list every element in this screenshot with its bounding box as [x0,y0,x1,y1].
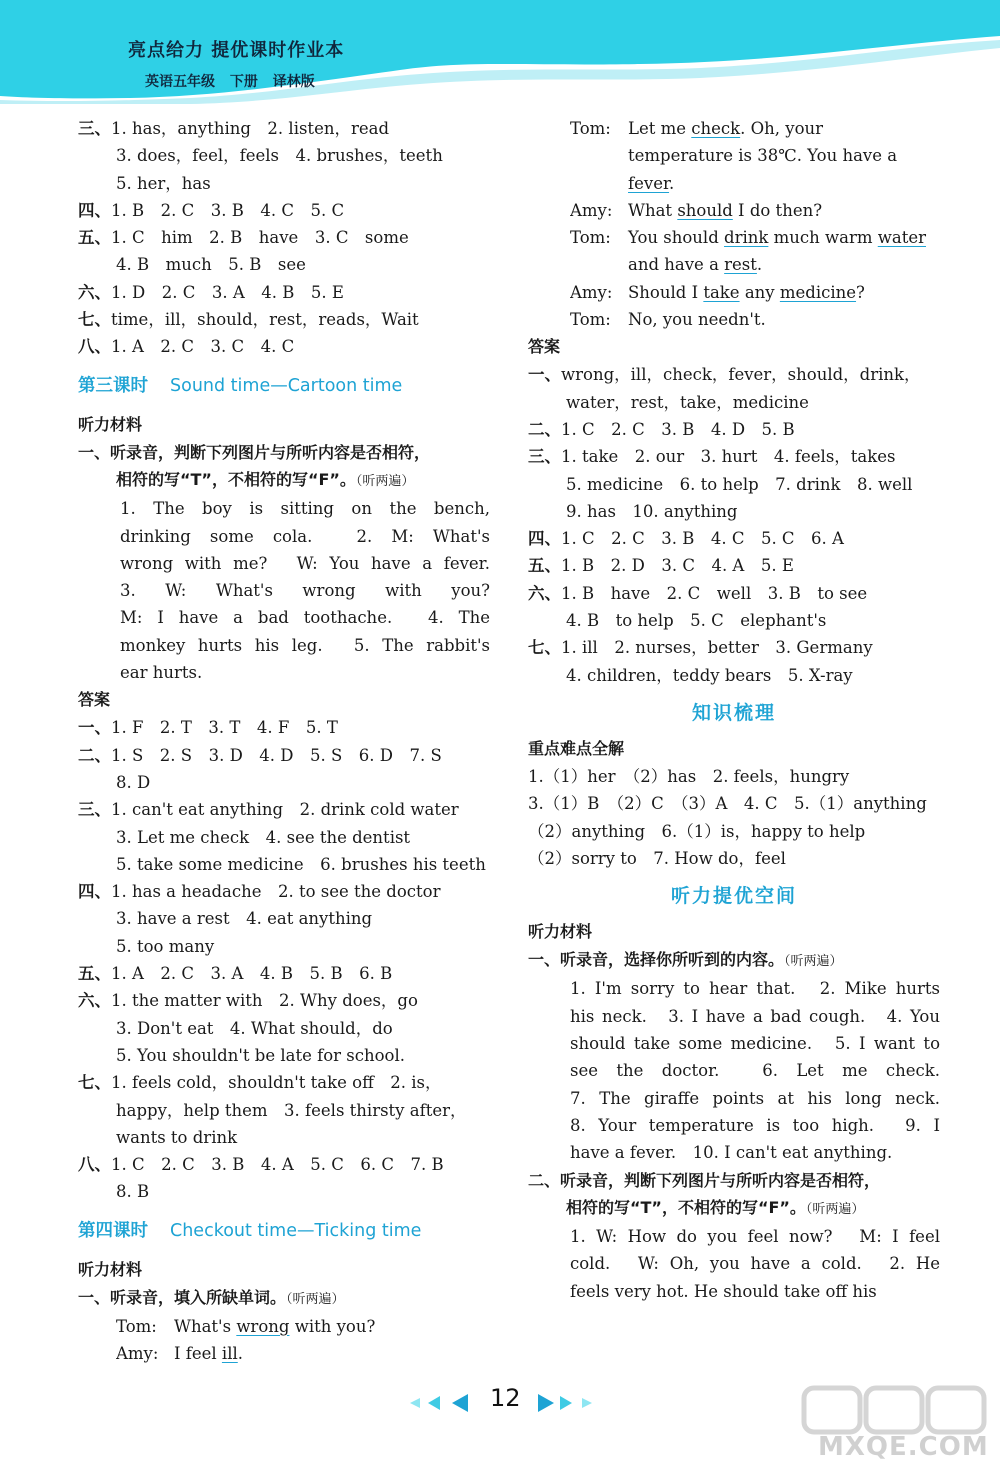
filled-word: wrong [236,1316,290,1336]
answer-line [528,662,940,689]
fill-in-dialog-continued [528,115,940,333]
listening-question-2-text: 相符的写“T”，不相符的写“F”。 [566,1197,806,1217]
answer-label: 答案 [528,337,561,357]
listening-question-2-transcript [528,1223,940,1305]
answer-text: 3. Let me check 4. see the dentist [116,827,411,847]
answer-line [528,580,940,607]
answer-line [78,1124,490,1151]
book-subtitle: 英语五年级 下册 译林版 [145,74,315,90]
answer-section-label: 七、 [78,310,111,330]
answer-text: 8. B [116,1182,150,1202]
filled-word: medicine [779,282,857,302]
listening-material-label: 听力材料 [78,1259,143,1279]
key-point-line: （2）sorry to 7. How do，feel [528,848,786,868]
answer-line [528,416,940,443]
transcript-line: monkey hurts his leg. 5. The rabbit's [120,635,490,655]
answer-section-label: 一、 [528,365,561,385]
answer-line [78,878,490,905]
right-column [528,115,940,1305]
answer-text: 1. A 2. C 3. A 4. B 5. B 6. B [111,964,393,984]
answer-line [78,851,490,878]
question-1-note: （听两遍） [355,473,415,489]
dialog-speaker [570,170,628,197]
answer-text: 1. S 2. S 3. D 4. D 5. S 6. D 7. S [111,745,442,765]
lesson-4-question-1-note: （听两遍） [286,1291,345,1307]
dialog-line [570,279,940,306]
series-title: 亮点给力 提优课时作业本 [128,40,345,61]
dialog-speaker [570,251,628,278]
answer-text: 1. C 2. C 3. B 4. A 5. C 6. C 7. B [111,1155,444,1175]
answer-section-label: 四、 [528,529,561,549]
answer-line [78,251,490,278]
dialog-speaker: Tom: [570,310,611,330]
answer-line [528,525,940,552]
lesson-4-heading [78,1216,490,1246]
filled-word: water [877,228,926,248]
answer-line [528,498,940,525]
lesson-4-question-1-text: 一、听录音，填入所缺单词。 [78,1287,287,1307]
answer-text: 4. children，teddy bears 5. X-ray [566,665,853,685]
dialog-speaker: Amy: [116,1344,159,1364]
dialog-text: and have a rest. [628,255,763,275]
answer-line [528,361,940,388]
answer-line [78,796,490,823]
listening-material-label: 听力材料 [528,922,593,942]
answer-text: 1. the matter with 2. Why does，go [111,991,418,1011]
answer-line [78,905,490,932]
answer-text: 1. can't eat anything 2. drink cold water [111,800,459,820]
listening-question-1 [528,946,940,975]
answer-text: 5. You shouldn't be late for school. [116,1045,406,1065]
answer-block-lesson2 [78,115,490,361]
lesson-3-heading [78,371,490,401]
answer-text: 3. have a rest 4. eat anything [116,909,373,929]
answer-section-label: 三、 [528,447,561,467]
answer-section-label: 七、 [78,1073,111,1093]
dialog-line [570,224,940,251]
answer-section-label: 三、 [78,800,111,820]
lesson-4-number: 第四课时 [78,1220,148,1241]
dialog-text: You should drink much warm water [628,228,926,248]
listening-question-2-cont [528,1194,940,1223]
answer-section-label: 八、 [78,1155,111,1175]
answer-section-label: 五、 [78,228,111,248]
transcript-line: M: I have a bad toothache. 4. The [120,608,490,628]
dialog-line [116,1313,490,1340]
answer-text: time，ill，should，rest，reads，Wait [111,310,419,330]
dialog-line [570,115,940,142]
answer-text: 1. has，anything 2. listen，read [111,119,390,138]
answer-text: 3. does，feel，feels 4. brushes，teeth [116,146,443,166]
answer-text: 1. A 2. C 3. C 4. C [111,337,295,357]
lesson-3-title: Sound time—Cartoon time [170,375,403,396]
key-point-line: 1.（1）her （2）has 2. feels，hungry [528,766,850,786]
dialog-line [570,306,940,333]
answer-line [78,960,490,987]
answer-text: 1. B 2. C 3. B 4. C 5. C [111,200,345,220]
answer-text: 1. B have 2. C well 3. B to see [561,583,868,603]
listening-question-2-note: （听两遍） [805,1201,865,1217]
answer-text: 1. B 2. D 3. C 4. A 5. E [561,556,794,576]
transcript-line: 1. The boy is sitting on the bench, [120,499,490,519]
transcript-line: have a fever. 10. I can't eat anything. [570,1143,893,1163]
lesson-3-number: 第三课时 [78,375,148,396]
listening-question-1-note: （听两遍） [784,954,843,970]
key-points-answers [528,763,940,872]
question-1-instruction: 一、听录音，判断下列图片与所听内容是否相符， [78,442,431,462]
transcript-line: cold. W: Oh, you have a cold. 2. He [570,1254,940,1274]
answer-line [78,170,490,197]
answer-line [78,1069,490,1096]
answer-text: 1. C 2. C 3. B 4. C 5. C 6. A [561,529,844,549]
question-1-instruction-cont [78,466,490,495]
answer-text: 1. F 2. T 3. T 4. F 5. T [111,718,338,738]
transcript-line: drinking some cola. 2. M: What's [120,526,490,546]
left-column [78,115,490,1368]
answer-text: 1. C 2. C 3. B 4. D 5. B [561,419,795,439]
key-point-line: 3.（1）B （2）C （3）A 4. C 5.（1）anything [528,794,927,814]
answer-text: 5. too many [116,936,215,956]
lesson-4-answers [528,361,940,689]
dialog-text: No, you needn't. [628,310,766,330]
answer-line [78,769,490,796]
answer-line [528,607,940,634]
lesson-4-question-1 [78,1284,490,1313]
filled-word: should [677,200,733,220]
answer-line [78,824,490,851]
answer-text: 1. feels cold，shouldn't take off 2. is， [111,1073,442,1093]
transcript-line: 1. W: How do you feel now? M: I feel [570,1227,940,1247]
answer-line [78,333,490,360]
watermark-text: MXQE.COM [818,1432,989,1462]
filled-word: take [703,282,740,302]
answer-text: 4. B much 5. B see [116,255,306,275]
dialog-speaker: Amy: [570,200,613,220]
answer-section-label: 二、 [78,745,111,765]
answer-line [528,389,940,416]
transcript-line: 8. Your temperature is too high. 9. I [570,1115,940,1135]
dialog-text: What's wrong with you? [174,1316,376,1336]
answer-section-label: 七、 [528,638,561,658]
answer-section-label: 四、 [78,882,111,902]
dialog-text: temperature is 38℃. You have a [628,146,898,166]
lesson-3-answers [78,714,490,1205]
dialog-speaker [570,142,628,169]
transcript-line: see the doctor. 6. Let me check. [570,1061,940,1081]
answer-label: 答案 [78,690,111,710]
answer-line [78,115,490,142]
answer-line [78,742,490,769]
answer-text: water，rest，take，medicine [566,392,809,412]
answer-line [528,552,940,579]
dialog-speaker: Tom: [570,119,611,138]
transcript-line: 1. I'm sorry to hear that. 2. Mike hurts [570,979,940,999]
answer-section-label: 六、 [78,991,111,1011]
answer-section-label: 三、 [78,119,111,138]
answer-text: 9. has 10. anything [566,501,738,521]
listening-transcript [78,495,490,686]
dialog-line [570,197,940,224]
filled-word: drink [724,228,769,248]
answer-line [78,197,490,224]
answer-text: 8. D [116,772,151,792]
dialog-line [570,142,940,169]
dialog-line [570,170,940,197]
filled-word: rest [724,255,757,275]
answer-line [78,933,490,960]
answer-section-label: 六、 [78,282,111,302]
answer-section-label: 一、 [78,718,111,738]
answer-line [78,224,490,251]
answer-line [78,1151,490,1178]
dialog-line [116,1340,490,1367]
listening-question-1-text: 一、听录音，选择你所听到的内容。 [528,950,785,970]
transcript-line: his neck. 3. I have a bad cough. 4. You [570,1006,940,1026]
filled-word: ill [221,1344,238,1364]
dialog-text: Let me check. Oh, your [628,119,824,138]
answer-line [78,279,490,306]
answer-text: wants to drink [116,1127,238,1147]
knowledge-summary-heading: 知识梳理 [691,701,776,724]
filled-word: check [691,119,741,138]
listening-question-2: 二、听录音，判断下列图片与所听内容是否相符， [528,1170,881,1190]
transcript-line: ear hurts. [120,663,203,683]
transcript-line: 3. W: What's wrong with you? [120,581,490,601]
answer-section-label: 八、 [78,337,111,357]
answer-section-label: 六、 [528,583,561,603]
answer-line [528,471,940,498]
dialog-line [570,251,940,278]
listening-question-1-transcript [528,975,940,1166]
answer-line [528,634,940,661]
dialog-text: fever. [628,173,675,193]
fill-in-dialog [78,1313,490,1368]
answer-section-label: 四、 [78,200,111,220]
answer-line [78,1042,490,1069]
transcript-line: wrong with me? W: You have a fever. [120,553,490,573]
transcript-line: feels very hot. He should take off his [570,1281,877,1301]
dialog-text: Should I take any medicine? [628,282,865,302]
dialog-speaker: Amy: [570,282,613,302]
key-point-line: （2）anything 6.（1）is，happy to help [528,821,866,841]
dialog-text: I feel ill. [174,1344,244,1364]
transcript-line: 7. The giraffe points at his long neck. [570,1088,940,1108]
answer-text: 5. medicine 6. to help 7. drink 8. well [566,474,913,494]
answer-section-label: 二、 [528,419,561,439]
answer-text: 5. take some medicine 6. brushes his teeth [116,854,486,874]
dialog-text: What should I do then? [628,200,823,220]
answer-line [78,1097,490,1124]
answer-text: 5. her，has [116,173,211,193]
answer-text: 4. B to help 5. C elephant's [566,611,827,631]
answer-text: 1. has a headache 2. to see the doctor [111,882,441,902]
listening-material-label: 听力材料 [78,414,143,434]
dialog-speaker: Tom: [570,228,611,248]
answer-text: 1. C him 2. B have 3. C some [111,228,409,248]
answer-text: wrong，ill，check，fever，should，drink， [561,365,921,385]
transcript-line: should take some medicine. 5. I want to [570,1034,940,1054]
answer-line [78,987,490,1014]
header-banner [0,0,1000,105]
answer-line [78,306,490,333]
answer-line [78,714,490,741]
filled-word: fever [628,173,670,193]
answer-line [78,142,490,169]
question-1-instruction-text: 相符的写“T”，不相符的写“F”。 [116,469,356,489]
answer-line [78,1178,490,1205]
key-points-label: 重点难点全解 [528,738,625,758]
answer-section-label: 五、 [528,556,561,576]
lesson-4-title: Checkout time—Ticking time [170,1220,422,1241]
listening-improvement-heading: 听力提优空间 [670,885,797,908]
answer-text: happy，help them 3. feels thirsty after， [116,1100,467,1120]
dialog-speaker: Tom: [116,1316,157,1336]
answer-line [78,1015,490,1042]
answer-text: 1. D 2. C 3. A 4. B 5. E [111,282,344,302]
answer-line [528,443,940,470]
answer-text: 1. ill 2. nurses，better 3. Germany [561,638,873,658]
answer-text: 1. take 2. our 3. hurt 4. feels，takes [561,447,896,467]
answer-section-label: 五、 [78,964,111,984]
page-number: 12 [490,1384,521,1412]
answer-text: 3. Don't eat 4. What should，do [116,1018,393,1038]
